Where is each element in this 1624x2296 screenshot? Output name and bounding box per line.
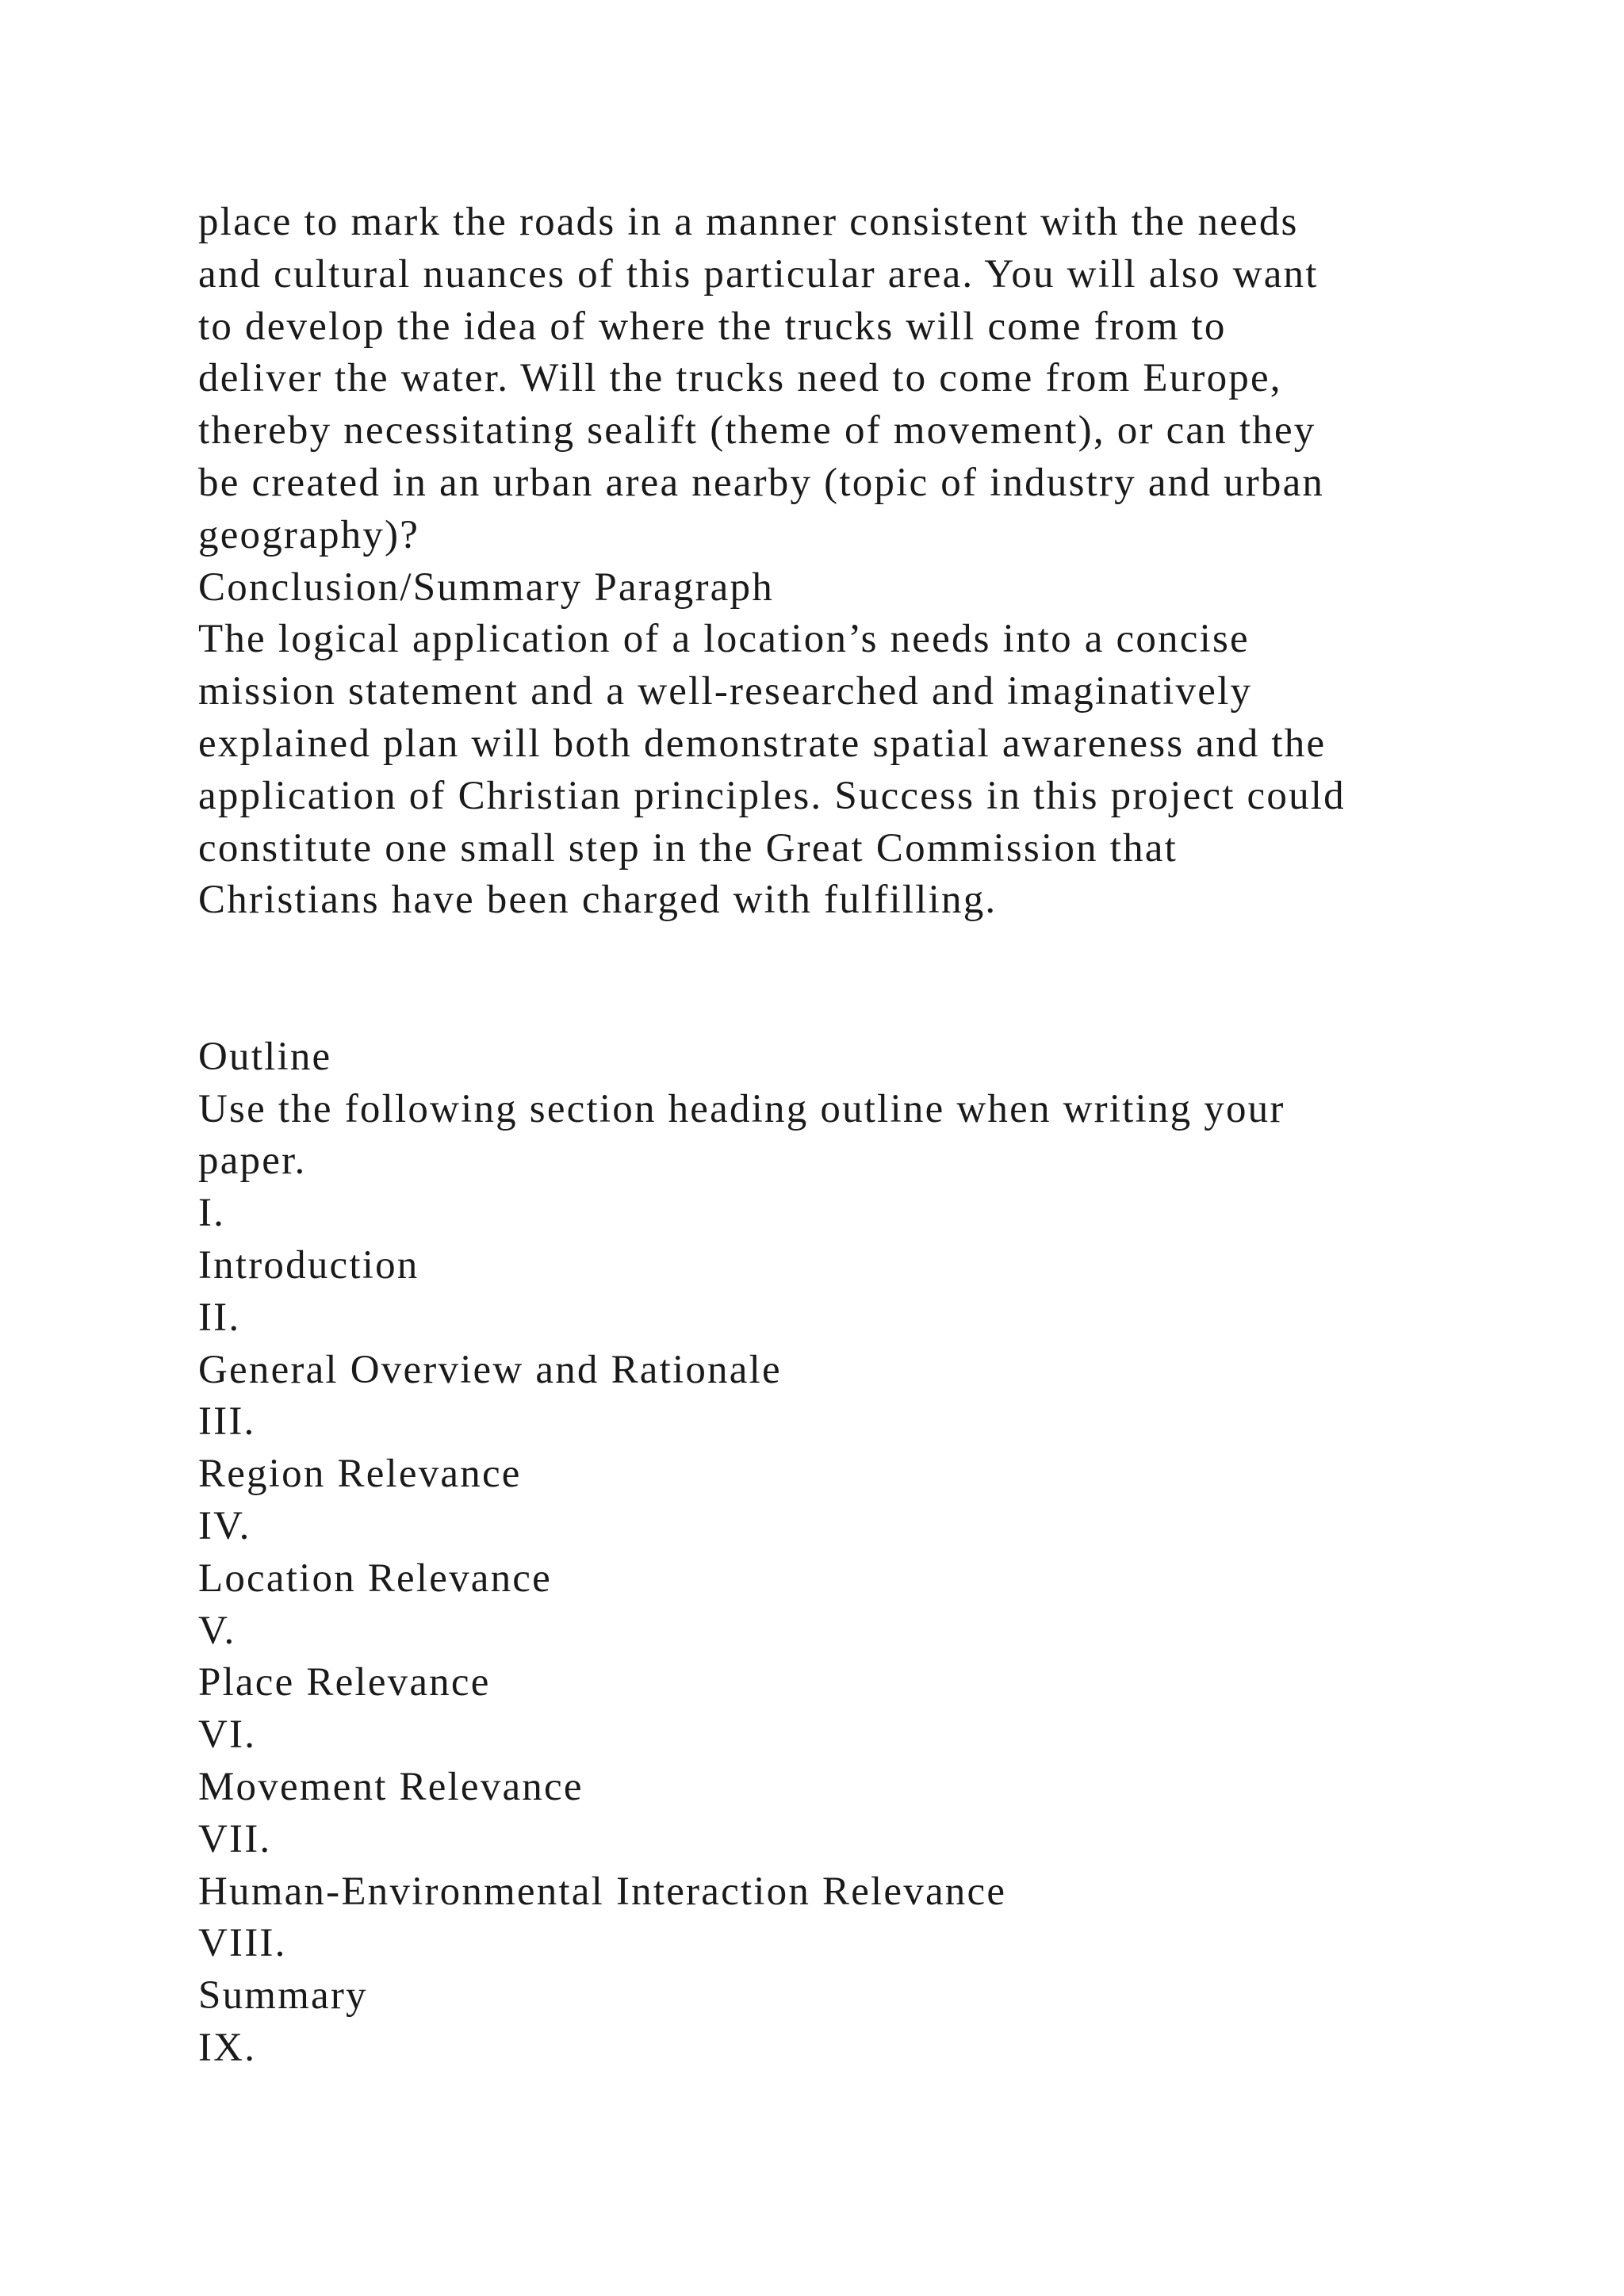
outline-title: Movement Relevance [198,1764,584,1809]
outline-numeral: IX. [198,2025,257,2070]
paragraph-line: to develop the idea of where the trucks will come from to [198,304,1227,349]
conclusion-line: mission statement and a well-researched and imaginatively [198,669,1253,714]
paragraph-line: geography)? [198,512,420,557]
conclusion-line: constitute one small step in the Great Commission that [198,825,1178,871]
outline-numeral: I. [198,1191,226,1236]
outline-title: Region Relevance [198,1452,522,1497]
document-text [198,197,1546,2075]
paragraph-line: deliver the water. Will the trucks need to come from Europe, [198,356,1282,401]
outline-title: Introduction [198,1242,419,1288]
paragraph-line: thereby necessitating sealift (theme of movement), or can they [198,408,1316,453]
outline-numeral: VIII. [198,1921,287,1966]
conclusion-line: explained plan will both demonstrate spatial awareness and the [198,721,1327,766]
outline-title: General Overview and Rationale [198,1347,782,1392]
outline-intro-line: paper. [198,1138,307,1184]
conclusion-line: application of Christian principles. Success in this project could [198,773,1346,818]
outline-title: Summary [198,1973,368,2019]
outline-intro-line: Use the following section heading outline when writing your [198,1086,1285,1131]
blank-space [198,927,1546,1031]
outline-heading: Outline [198,1034,332,1079]
conclusion-line: The logical application of a location’s needs into a concise [198,617,1250,662]
outline-numeral: IV. [198,1503,251,1548]
paragraph-line: be created in an urban area nearby (topic of industry and urban [198,460,1325,505]
outline-numeral: II. [198,1295,241,1340]
outline-numeral: VII. [198,1816,272,1862]
conclusion-heading: Conclusion/Summary Paragraph [198,564,774,610]
paragraph-line: place to mark the roads in a manner consistent with the needs [198,200,1299,244]
outline-title: Location Relevance [198,1556,552,1601]
outline-numeral: V. [198,1608,236,1653]
conclusion-line: Christians have been charged with fulfilling. [198,878,998,923]
outline-numeral: VI. [198,1712,257,1758]
outline-numeral: III. [198,1399,256,1445]
outline-title: Human-Environmental Interaction Relevance [198,1869,1007,1914]
outline-title: Place Relevance [198,1660,491,1705]
paragraph-line: and cultural nuances of this particular area. You will also want [198,251,1319,297]
